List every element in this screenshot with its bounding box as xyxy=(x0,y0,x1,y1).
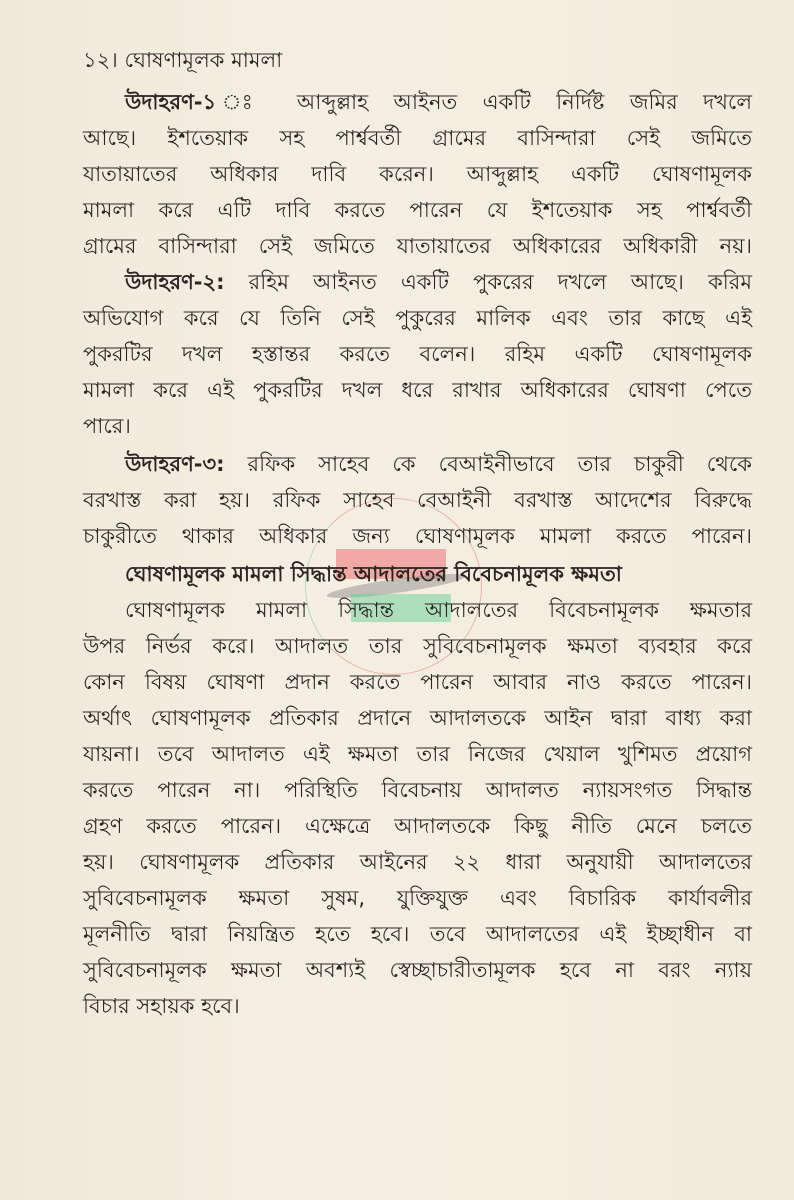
text-line xyxy=(83,919,752,949)
line-text: বিচার সহায়ক হবে। xyxy=(83,994,240,1018)
line-text: মামলা করে এটি দাবি করতে পারেন যে ইশতেয়াক সহ পার্শ্ববর্তী xyxy=(83,198,752,222)
text-line xyxy=(83,955,752,985)
text-line xyxy=(125,267,752,297)
text-line xyxy=(83,775,752,805)
text-line xyxy=(83,847,752,877)
line-text: উপর নির্ভর করে। আদালত তার সুবিবেচনামূলক ক্ষমতা ব্যবহার করে xyxy=(83,634,752,658)
line-text: অভিযোগ করে যে তিনি সেই পুকুরের মালিক এবং তার কাছে এই xyxy=(83,306,752,330)
text-line xyxy=(83,195,752,225)
line-text: সুবিবেচনামূলক ক্ষমতা অবশ্যই স্বেচ্ছাচারীতামূলক হবে না বরং ন্যায় xyxy=(83,958,752,982)
line-text: যায়না। তবে আদালত এই ক্ষমতা তার নিজের খেয়াল খুশিমত প্রয়োগ xyxy=(83,742,752,766)
line-text: বরখাস্ত করা হয়। রফিক সাহেব বেআইনী বরখাস্ত আদেশের বিরুদ্ধে xyxy=(83,488,752,512)
text-line xyxy=(83,375,752,405)
line-text: রহিম আইনত একটি পুকরের দখলে আছে। করিম xyxy=(224,270,752,294)
text-line xyxy=(83,667,752,697)
line-text: রফিক সাহেব কে বেআইনীভাবে তার চাকুরী থেকে xyxy=(224,452,752,476)
text-line xyxy=(83,521,752,551)
text-line xyxy=(83,303,752,333)
text-line xyxy=(125,449,752,479)
text-line xyxy=(83,339,752,369)
line-text: ঘোষণামূলক মামলা সিদ্ধান্ত আদালতের বিবেচনামূলক ক্ষমতার xyxy=(125,598,752,622)
line-text: পারে। xyxy=(83,414,131,438)
line-text: পুকরটির দখল হস্তান্তর করতে বলেন। রহিম একটি ঘোষণামূলক xyxy=(83,342,752,366)
text-line xyxy=(83,811,752,841)
text-line xyxy=(83,703,752,733)
example-label: ঘোষণামূলক মামলা সিদ্ধান্ত আদালতের বিবেচনামূলক ক্ষমতা xyxy=(125,562,622,586)
text-line xyxy=(83,631,752,661)
line-text: গ্রামের বাসিন্দারা সেই জমিতে যাতায়াতের অধিকারের অধিকারী নয়। xyxy=(83,234,752,258)
line-text: গ্রহণ করতে পারেন। এক্ষেত্রে আদালতকে কিছু নীতি মেনে চলতে xyxy=(83,814,752,838)
text-line xyxy=(125,595,752,625)
example-label: উদাহরণ-২: xyxy=(125,270,225,294)
text-line xyxy=(125,87,752,117)
line-text: অর্থাৎ ঘোষণামূলক প্রতিকার প্রদানে আদালতকে আইন দ্বারা বাধ্য করা xyxy=(83,706,752,730)
line-text: করতে পারেন না। পরিস্থিতি বিবেচনায় আদালত ন্যায়সংগত সিদ্ধান্ত xyxy=(83,778,752,802)
text-line xyxy=(83,231,752,261)
text-line xyxy=(83,739,752,769)
line-text: মূলনীতি দ্বারা নিয়ন্ত্রিত হতে হবে। তবে আদালতের এই ইচ্ছাধীন বা xyxy=(83,922,752,946)
text-line xyxy=(83,991,752,1021)
line-text: কোন বিষয় ঘোষণা প্রদান করতে পারেন আবার নাও করতে পারেন। xyxy=(83,670,752,694)
example-label: উদাহরণ-৩: xyxy=(125,452,225,476)
line-text: মামলা করে এই পুকরটির দখল ধরে রাখার অধিকারের ঘোষণা পেতে xyxy=(83,378,752,402)
text-line xyxy=(83,883,752,913)
text-line xyxy=(83,485,752,515)
text-line xyxy=(83,411,752,441)
line-text: হয়। ঘোষণামূলক প্রতিকার আইনের ২২ ধারা অনুযায়ী আদালতের xyxy=(83,850,752,874)
text-line xyxy=(83,123,752,153)
text-line xyxy=(83,159,752,189)
line-text: সুবিবেচনামূলক ক্ষমতা সুষম, যুক্তিযুক্ত এবং বিচারিক কার্যাবলীর xyxy=(83,886,752,910)
page-header: ১২। ঘোষণামূলক মামলা xyxy=(83,48,283,72)
line-text: চাকুরীতে থাকার অধিকার জন্য ঘোষণামূলক মামলা করতে পারেন। xyxy=(83,524,752,548)
line-text: আছে। ইশতেয়াক সহ পার্শ্ববর্তী গ্রামের বাসিন্দারা সেই জমিতে xyxy=(83,126,752,150)
line-text: যাতায়াতের অধিকার দাবি করেন। আব্দুল্লাহ একটি ঘোষণামূলক xyxy=(83,162,752,186)
example-label: উদাহরণ-১ xyxy=(125,90,217,114)
section-heading xyxy=(125,559,752,589)
line-text: ঃ আব্দুল্লাহ আইনত একটি নির্দিষ্ট জমির দখলে xyxy=(216,90,752,114)
